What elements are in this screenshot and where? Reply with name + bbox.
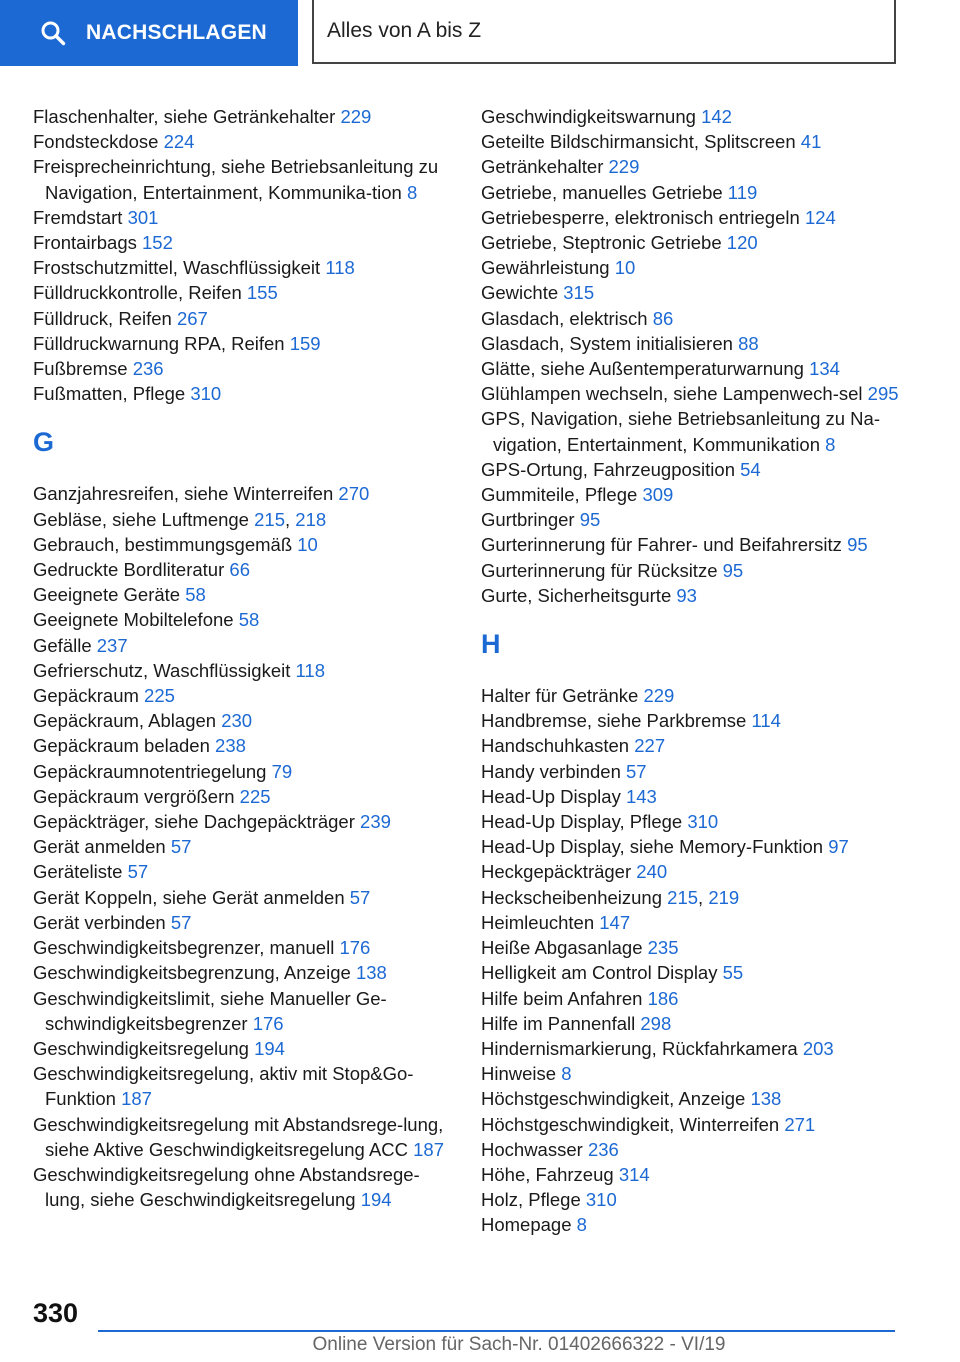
index-entry — [481, 255, 901, 280]
page-link[interactable]: 229 — [340, 106, 372, 127]
index-entry-text: Fußmatten, Pflege — [33, 383, 186, 405]
index-entry — [481, 834, 901, 859]
index-entry-text: Geeignete Mobiltelefone — [33, 609, 234, 631]
index-entry — [33, 280, 453, 305]
page-link[interactable]: 186 — [647, 987, 679, 1009]
footer-text: Online Version für Sach-Nr. 01402666322 - VI/19 — [312, 1334, 726, 1355]
index-entry — [33, 683, 453, 708]
index-entry-text: Geräteliste — [33, 861, 123, 883]
index-entry — [33, 708, 453, 733]
index-column-right — [481, 104, 901, 1238]
page-link[interactable]: 219 — [708, 886, 740, 908]
index-entry — [33, 1061, 453, 1111]
index-entry — [33, 834, 453, 859]
index-entry-text: Gepäckträger, siehe Dachgepäckträger — [33, 811, 355, 833]
index-entry-text: Glätte, siehe Außentemperaturwarnung — [481, 358, 804, 380]
index-entry — [33, 885, 453, 910]
index-entry — [481, 230, 901, 255]
index-entry-text: Gepäckraum, Ablagen — [33, 710, 217, 732]
index-entry-text: Geschwindigkeitsregelung — [33, 1037, 249, 1059]
index-entry-text: Geschwindigkeitsregelung, aktiv mit Stop&Go-Funktion — [33, 1063, 414, 1110]
index-letter-heading: G — [33, 427, 55, 458]
page-link[interactable]: 237 — [96, 634, 128, 656]
index-entry-text: Homepage — [481, 1214, 572, 1236]
index-entry — [481, 457, 901, 482]
page-link[interactable]: 138 — [750, 1088, 782, 1110]
page-link[interactable]: 225 — [144, 685, 175, 707]
index-entry — [481, 733, 901, 758]
index-entry-text: Gummiteile, Pflege — [481, 484, 638, 506]
index-entry — [33, 960, 453, 985]
index-entry — [33, 230, 453, 255]
index-entry — [33, 129, 453, 154]
index-entry-text: Gebrauch, bestimmungsgemäß — [33, 533, 293, 555]
index-entry — [33, 733, 453, 758]
page-link[interactable]: 298 — [640, 1012, 672, 1034]
index-entry — [481, 532, 901, 557]
index-entry-text: Geteilte Bildschirmansicht, Splitscreen — [481, 131, 796, 153]
index-entry — [33, 658, 453, 683]
page-link[interactable]: 57 — [170, 911, 192, 933]
index-entry-text: Head-Up Display — [481, 785, 621, 807]
index-entry-text: Gurterinnerung für Rücksitze — [481, 559, 718, 581]
index-entry — [33, 1112, 453, 1162]
page-link[interactable]: 41 — [800, 131, 822, 153]
index-entry-text: Hinweise — [481, 1063, 557, 1085]
page-link[interactable]: 10 — [297, 533, 318, 555]
index-entry — [33, 331, 453, 356]
page-link[interactable]: 271 — [784, 1113, 816, 1135]
index-entry-text: Gurterinnerung für Fahrer- und Beifahrersitz — [481, 534, 842, 556]
index-entry — [481, 859, 901, 884]
page-link[interactable]: 301 — [127, 206, 159, 228]
index-entry — [481, 406, 901, 456]
section-title: Alles von A bis Z — [327, 19, 482, 42]
page-number: 330 — [33, 1298, 79, 1328]
page-link[interactable]: 8 — [825, 433, 836, 455]
index-entry — [33, 986, 453, 1036]
index-entry-text: Gerät anmelden — [33, 836, 166, 858]
page-link[interactable]: 93 — [676, 584, 697, 606]
page-link[interactable]: 309 — [642, 484, 674, 506]
index-entry — [33, 633, 453, 658]
index-entry-text: Hilfe im Pannenfall — [481, 1012, 636, 1034]
page-link[interactable]: 203 — [802, 1037, 834, 1059]
page-link[interactable]: 159 — [289, 332, 321, 354]
index-entry-text: Gedruckte Bordliteratur — [33, 559, 225, 581]
index-entry — [33, 532, 453, 557]
page-link[interactable]: 57 — [127, 861, 149, 883]
index-entry-text: Head-Up Display, Pflege — [481, 811, 683, 833]
page-link[interactable]: 310 — [190, 383, 222, 405]
index-entry-text: Geschwindigkeitsbegrenzung, Anzeige — [33, 962, 351, 984]
index-entry-text: Gefrierschutz, Waschflüssigkeit — [33, 659, 291, 681]
page-link[interactable]: 176 — [339, 937, 371, 959]
index-entry — [481, 708, 901, 733]
magnifier-icon — [40, 20, 66, 46]
index-entry-text: GPS-Ortung, Fahrzeugposition — [481, 458, 735, 480]
index-entry-text: Heckgepäckträger — [481, 861, 632, 883]
index-entry-text: Getriebe, Steptronic Getriebe — [481, 232, 722, 254]
index-entry — [481, 784, 901, 809]
search-tab[interactable] — [0, 0, 298, 66]
index-entry — [481, 683, 901, 708]
index-entry — [481, 482, 901, 507]
page-link[interactable]: 95 — [579, 509, 601, 531]
page-link[interactable]: 218 — [295, 508, 327, 530]
index-entry-text: Holz, Pflege — [481, 1189, 581, 1211]
page-link[interactable]: 270 — [338, 483, 370, 505]
page-link[interactable]: 187 — [121, 1088, 152, 1110]
index-entry-text: Geeignete Geräte — [33, 584, 181, 606]
index-entry-text: Gerät Koppeln, siehe Gerät anmelden — [33, 886, 345, 908]
page-link[interactable]: 310 — [585, 1189, 617, 1211]
page-link[interactable]: 194 — [254, 1037, 285, 1059]
index-entry-text: Gefälle — [33, 634, 92, 656]
index-entry-text: Heiße Abgasanlage — [481, 937, 643, 959]
index-entry — [481, 809, 901, 834]
page-link[interactable]: 119 — [727, 181, 758, 203]
page-link[interactable]: 57 — [626, 760, 647, 782]
index-entry — [481, 1011, 901, 1036]
index-entry-text: Ganzjahresreifen, siehe Winterreifen — [33, 483, 334, 505]
index-entry-text: Fülldruckkontrolle, Reifen — [33, 282, 242, 304]
page-link[interactable]: 58 — [238, 609, 260, 631]
page-link[interactable]: 239 — [360, 811, 391, 833]
index-entry-text: Geschwindigkeitsregelung mit Abstandsrege-lung, siehe Aktive Geschwindigkeitsregelung ACC — [33, 1113, 444, 1160]
index-entry-text: Gewährleistung — [481, 257, 610, 279]
index-entry-text: Gurte, Sicherheitsgurte — [481, 584, 672, 606]
index-letter-heading: H — [481, 629, 501, 660]
page-link[interactable]: 314 — [618, 1163, 650, 1185]
index-entry-text: Gerät verbinden — [33, 911, 166, 933]
index-entry — [481, 558, 901, 583]
index-entry-text: Fülldruckwarnung RPA, Reifen — [33, 332, 285, 354]
index-entry-text: Gurtbringer — [481, 509, 575, 531]
page-link[interactable]: 10 — [614, 257, 636, 279]
page-link[interactable]: 310 — [687, 811, 719, 833]
page-link[interactable]: 225 — [239, 785, 271, 807]
page-link[interactable]: 55 — [722, 962, 744, 984]
index-entry — [33, 306, 453, 331]
page-link[interactable]: 118 — [325, 257, 355, 279]
index-entry — [481, 205, 901, 230]
index-entry: Gebläse, siehe Luftmenge 215, 218 — [33, 508, 327, 530]
index-entry — [481, 1086, 901, 1111]
index-entry-text: Helligkeit am Control Display — [481, 962, 718, 984]
index-entry — [481, 331, 901, 356]
index-entry — [33, 935, 453, 960]
page-link[interactable]: 8 — [406, 181, 418, 203]
index-entry-text: Fremdstart — [33, 206, 123, 228]
page-link[interactable]: 147 — [599, 911, 631, 933]
index-entry — [33, 784, 453, 809]
index-entry-text: Hilfe beim Anfahren — [481, 987, 643, 1009]
index-entry-text: Fußbremse — [33, 358, 128, 380]
index-entry-text: Glühlampen wechseln, siehe Lampenwech-sel — [481, 383, 863, 405]
page-link[interactable]: 295 — [867, 383, 899, 405]
index-entry — [33, 481, 453, 506]
page-link[interactable]: 155 — [246, 282, 278, 304]
index-entry-text: Head-Up Display, siehe Memory-Funktion — [481, 836, 824, 858]
index-entry — [481, 1212, 901, 1237]
page-link[interactable]: 142 — [701, 106, 732, 127]
page-link[interactable]: 230 — [221, 710, 253, 732]
index-entry-text: Gepäckraum beladen — [33, 735, 210, 757]
index-entry-text: Fondsteckdose — [33, 131, 159, 153]
index-entry — [481, 104, 901, 129]
index-entry-text: Getriebe, manuelles Getriebe — [481, 181, 723, 203]
index-entry-text: Fülldruck, Reifen — [33, 307, 172, 329]
page-link[interactable]: 240 — [636, 861, 668, 883]
index-entry — [481, 381, 901, 406]
page-link[interactable]: 215 — [254, 508, 285, 530]
page-link[interactable]: 124 — [804, 206, 836, 228]
index-entry-text: Halter für Getränke — [481, 685, 639, 707]
index-entry — [481, 1036, 901, 1061]
index-entry — [481, 1061, 901, 1086]
index-entry-text: Geschwindigkeitslimit, siehe Manueller Ge-schwindigkeitsbegrenzer — [33, 987, 387, 1034]
page-link[interactable]: 138 — [355, 962, 387, 984]
index-entry-text: Hochwasser — [481, 1138, 583, 1160]
page-link[interactable]: 238 — [215, 735, 246, 757]
page-link[interactable]: 57 — [349, 886, 371, 908]
index-entry — [481, 154, 901, 179]
index-entry-text: Handschuhkasten — [481, 735, 630, 757]
index-entry-text: Hindernismarkierung, Rückfahrkamera — [481, 1037, 798, 1059]
index-entry — [481, 1112, 901, 1137]
page-link[interactable]: 152 — [142, 232, 173, 254]
index-entry — [481, 1162, 901, 1187]
index-entry — [33, 1036, 453, 1061]
index-entry-text: Gebläse, siehe Luftmenge — [33, 508, 249, 530]
page-link[interactable]: 215 — [667, 886, 699, 908]
index-entry — [33, 607, 453, 632]
index-entry — [33, 1162, 453, 1212]
page-link[interactable]: 58 — [185, 584, 206, 606]
search-tab-label: NACHSCHLAGEN — [86, 21, 267, 44]
index-entry-text: Frostschutzmittel, Waschflüssigkeit — [33, 257, 321, 279]
index-entry — [33, 205, 453, 230]
section-title-box — [312, 0, 896, 64]
page-link[interactable]: 95 — [722, 559, 744, 581]
index-entry — [33, 154, 453, 204]
page-link[interactable]: 315 — [563, 282, 595, 304]
footer-divider — [98, 1330, 895, 1332]
index-entry-text: Glasdach, System initialisieren — [481, 332, 733, 354]
index-entry — [33, 809, 453, 834]
index-entry — [481, 356, 901, 381]
page-link[interactable]: 134 — [809, 358, 840, 380]
page-header — [0, 0, 960, 66]
index-entry-text: Gewichte — [481, 282, 559, 304]
page-link[interactable]: 176 — [252, 1012, 284, 1034]
page-link[interactable]: 54 — [740, 458, 761, 480]
index-entry-text: Gepäckraumnotentriegelung — [33, 760, 267, 782]
index-entry-text: Flaschenhalter, siehe Getränkehalter — [33, 106, 336, 127]
index-entry — [481, 1187, 901, 1212]
index-entry-text: Gepäckraum vergrößern — [33, 785, 235, 807]
index-entry — [481, 960, 901, 985]
page-link[interactable]: 229 — [608, 156, 640, 178]
page-link[interactable]: 224 — [163, 131, 195, 153]
index-entry-text: Geschwindigkeitswarnung — [481, 106, 696, 127]
index-entry — [481, 280, 901, 305]
page-link[interactable]: 229 — [643, 685, 675, 707]
index-entry-text: Handy verbinden — [481, 760, 621, 782]
page-link[interactable]: 86 — [652, 307, 674, 329]
index-entry — [481, 759, 901, 784]
index-entry-text: Getränkehalter — [481, 156, 604, 178]
index-entry-text: Frontairbags — [33, 232, 137, 254]
index-entry — [481, 986, 901, 1011]
index-entry-text: Heimleuchten — [481, 911, 595, 933]
index-entry — [33, 557, 453, 582]
page-link[interactable]: 120 — [726, 232, 758, 254]
page-link[interactable]: 236 — [132, 358, 164, 380]
index-entry — [33, 859, 453, 884]
index-entry — [33, 255, 453, 280]
index-entry — [481, 180, 901, 205]
page-link[interactable]: 118 — [295, 659, 326, 681]
page-link[interactable]: 8 — [561, 1063, 572, 1085]
index-entry — [33, 356, 453, 381]
index-entry — [33, 910, 453, 935]
page-link[interactable]: 57 — [170, 836, 192, 858]
index-entry — [481, 507, 901, 532]
index-entry-text: Freisprecheinrichtung, siehe Betriebsanleitung zu Navigation, Entertainment, Kommunika-tion — [33, 156, 439, 203]
page-link[interactable]: 194 — [360, 1189, 392, 1211]
index-entry — [33, 582, 453, 607]
page-link[interactable]: 97 — [828, 836, 849, 858]
page-link[interactable]: 95 — [847, 534, 868, 556]
index-entry-text: Höchstgeschwindigkeit, Anzeige — [481, 1088, 746, 1110]
index-entry: Heckscheibenheizung 215, 219 — [481, 886, 740, 908]
index-column-left — [33, 104, 453, 1212]
page-link[interactable]: 235 — [647, 937, 679, 959]
index-entry — [33, 104, 453, 129]
index-entry — [481, 129, 901, 154]
index-entry-text: Geschwindigkeitsregelung ohne Abstandsrege-lung, siehe Geschwindigkeitsregelung — [33, 1163, 420, 1211]
page-link[interactable]: 114 — [751, 710, 781, 732]
index-entry-text: Handbremse, siehe Parkbremse — [481, 710, 747, 732]
index-entry — [481, 306, 901, 331]
page-link[interactable]: 79 — [271, 760, 293, 782]
index-entry-text: Heckscheibenheizung — [481, 886, 663, 908]
index-entry — [481, 1137, 901, 1162]
index-entry — [481, 910, 901, 935]
page-link[interactable]: 143 — [625, 785, 657, 807]
page-link[interactable]: 88 — [738, 332, 759, 354]
page-link[interactable]: 66 — [229, 559, 250, 581]
page-link[interactable]: 267 — [176, 307, 208, 329]
index-entry-text: Getriebesperre, elektronisch entriegeln — [481, 206, 800, 228]
index-entry-text: Gepäckraum — [33, 685, 139, 707]
index-entry — [33, 759, 453, 784]
index-entry-text: Geschwindigkeitsbegrenzer, manuell — [33, 937, 335, 959]
index-entry-text: Höhe, Fahrzeug — [481, 1163, 614, 1185]
index-entry-text: GPS, Navigation, siehe Betriebsanleitung zu Na-vigation, Entertainment, Kommunikation — [481, 408, 880, 455]
index-entry-text: Glasdach, elektrisch — [481, 307, 648, 329]
page-link[interactable]: 236 — [587, 1138, 619, 1160]
page-link[interactable]: 187 — [413, 1138, 445, 1160]
index-entry-text: Höchstgeschwindigkeit, Winterreifen — [481, 1113, 780, 1135]
footer — [0, 1334, 960, 1356]
page-link[interactable]: 227 — [634, 735, 666, 757]
page-link[interactable]: 8 — [576, 1214, 587, 1236]
index-entry — [481, 935, 901, 960]
